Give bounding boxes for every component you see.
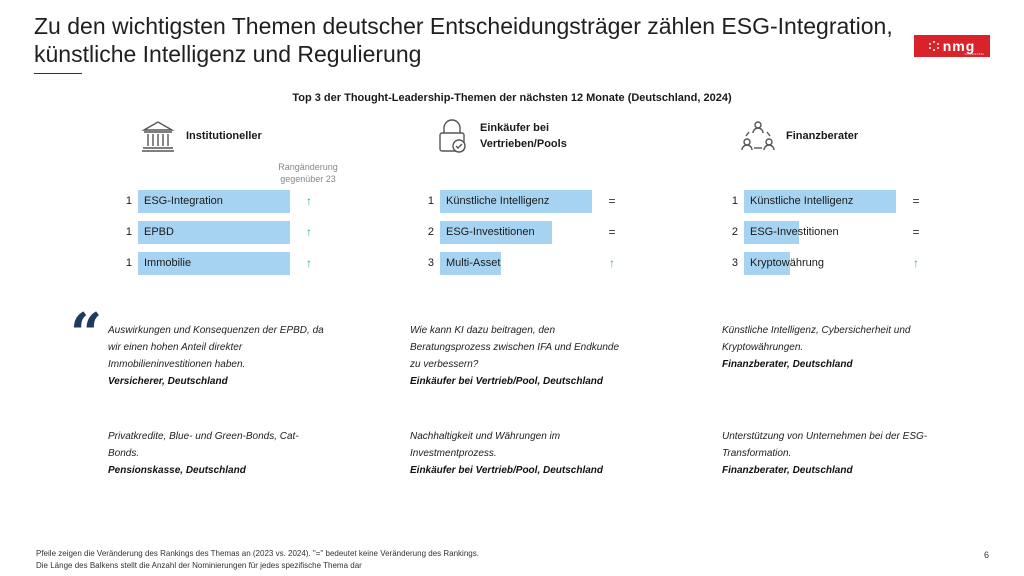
quote-text: Investmentprozess. [410,448,497,459]
chart-row [724,190,944,213]
quote-source: Versicherer, Deutschland [108,376,228,387]
rank-up-arrow-icon: ↑ [306,225,312,239]
rank-label: 1 [427,195,434,207]
people-cycle-icon [740,118,776,154]
quote-text: zu verbessern? [410,359,479,370]
rank-up-arrow-icon: ↑ [609,256,615,270]
page-title-line-2: künstliche Intelligenz und Regulierung [34,41,422,67]
rank-up-arrow-icon: ↑ [306,256,312,270]
quote-text: Nachhaltigkeit und Währungen im [410,431,561,442]
chart-row [420,221,640,244]
page-title-line-1: Zu den wichtigsten Themen deutscher Entscheidungsträger zählen ESG-Integration, [34,13,893,39]
chart-row [118,221,338,244]
no-change-icon: = [912,225,920,239]
quote-text: Auswirkungen und Konsequenzen der EPBD, da [108,325,324,336]
quote-mark-icon: “ [70,301,103,367]
rank-label: 1 [731,195,738,207]
rank-label: 3 [731,257,738,269]
topic-label: Künstliche Intelligenz [446,195,550,207]
quote-text: Bonds. [108,448,140,459]
rank-change-header: Rangänderung gegenüber 23 [278,162,338,184]
logo-dots-icon [929,41,939,51]
quote-block [410,322,640,390]
quote-block [722,428,952,479]
segment-label: Finanzberater [786,130,859,142]
quote-text: Privatkredite, Blue- und Green-Bonds, Cat- [108,431,299,442]
quote-source: Pensionskasse, Deutschland [108,465,246,476]
quote-source: Finanzberater, Deutschland [722,359,853,370]
logo-text: nmg [942,38,976,54]
bank-icon [140,118,176,154]
quote-text: Wie kann KI dazu beitragen, den [410,325,556,336]
quote-text: Beratungsprozess zwischen IFA und Endkunde [410,342,620,353]
quote-text: Immobilieninvestitionen haben. [108,359,246,370]
quote-text: wir einen hohen Anteil direkter [108,342,243,353]
title-underline [34,73,82,74]
segment-header-advisors [740,118,858,154]
topic-label: ESG-Integration [144,195,223,207]
quote-source: Einkäufer bei Vertrieb/Pool, Deutschland [410,376,604,387]
lock-check-icon [434,118,470,154]
quote-source: Einkäufer bei Vertrieb/Pool, Deutschland [410,465,604,476]
topic-label: ESG-Investitionen [446,226,535,238]
quote-text: Kryptowährungen. [722,342,804,353]
topic-label: Immobilie [144,257,192,269]
topic-label: Kryptowährung [750,257,824,269]
rank-up-arrow-icon: ↑ [913,256,919,270]
segment-label: Institutioneller [186,130,262,142]
footnote [36,548,479,572]
page-title [34,12,914,68]
footnote-line-2: Die Länge des Balkens stellt die Anzahl der Nominierungen für jedes spezifische Thema dar [36,561,362,570]
quote-block [108,428,338,479]
rank-label: 2 [427,226,434,238]
segment-header-institutional [140,118,262,154]
chart-row [420,252,640,275]
quote-block [410,428,640,479]
brand-logo [914,35,990,57]
rank-label: 3 [427,257,434,269]
topic-label: EPBD [144,226,174,238]
quote-text: Unterstützung von Unternehmen bei der ESG- [722,431,928,442]
rank-label: 2 [731,226,738,238]
quote-text: Transformation. [722,448,792,459]
rank-label: 1 [125,195,132,207]
segment-label: Einkäufer bei Vertrieben/Pools [480,122,567,150]
topic-label: Multi-Asset [446,257,501,269]
chart-title: Top 3 der Thought-Leadership-Themen der nächsten 12 Monate (Deutschland, 2024) [292,92,732,104]
chart-row [118,252,338,275]
chart-row [724,252,944,275]
rank-label: 1 [125,226,132,238]
no-change-icon: = [912,194,920,208]
rank-up-arrow-icon: ↑ [306,194,312,208]
chart-row [724,221,944,244]
page-number: 6 [984,550,990,560]
footnote-line-1: Pfeile zeigen die Veränderung des Rankings des Themas an (2023 vs. 2024). "=" bedeutet keine Veränderung des Rankings. [36,549,479,558]
topic-label: Künstliche Intelligenz [750,195,854,207]
chart-row [420,190,640,213]
quote-block [108,322,338,390]
logo-subtext: CONSULTING [964,52,984,56]
chart-row [118,190,338,213]
quote-text: Künstliche Intelligenz, Cybersicherheit und [722,325,911,336]
quote-source: Finanzberater, Deutschland [722,465,853,476]
no-change-icon: = [608,194,616,208]
quote-block [722,322,952,373]
segment-header-distributors [434,118,584,154]
no-change-icon: = [608,225,616,239]
rank-label: 1 [125,257,132,269]
topic-label: ESG-Investitionen [750,226,839,238]
